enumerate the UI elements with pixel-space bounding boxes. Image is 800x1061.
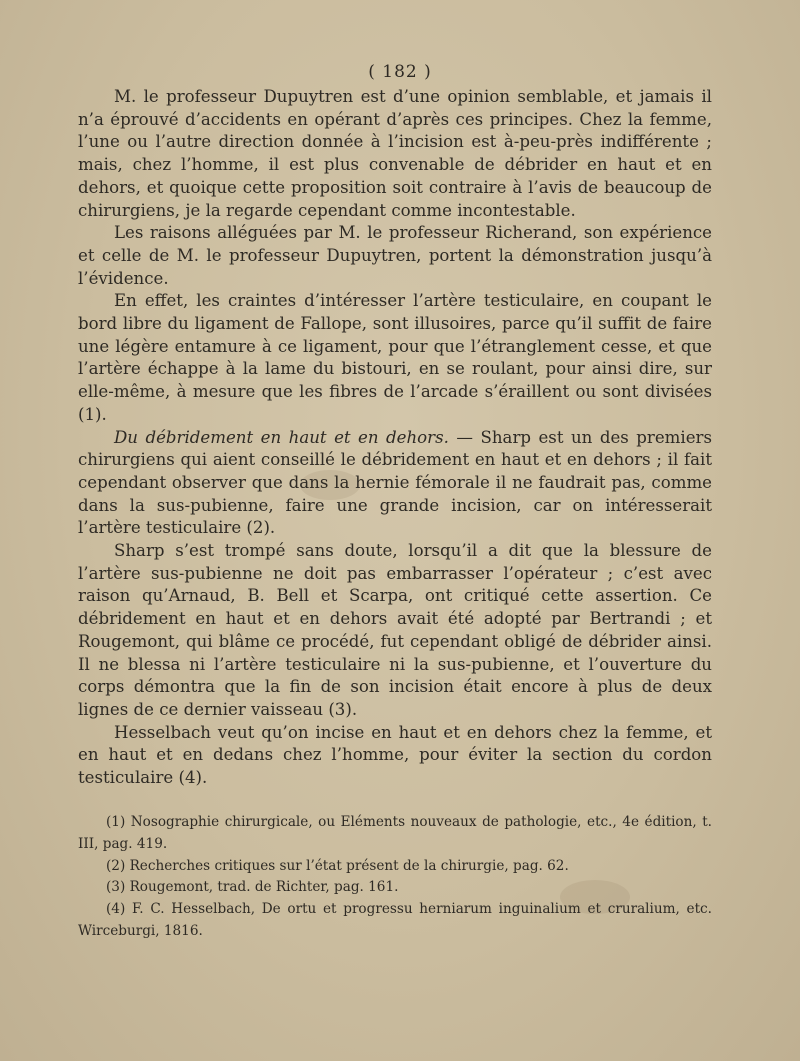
paragraph: En effet, les craintes d’intéresser l’artère testiculaire, en coupant le bord libre du ligament de Fallope, sont illusoires, parce qu’il suffit de faire une légère entamure à ce ligament, pour que l’étranglement cesse, et que l’artère échappe à la lame du bistouri, en se roulant, pour ainsi dire, sur elle-même, à mesure que les fibres de l’arcade s’éraillent ou sont divisées (1). (78, 291, 712, 424)
paragraph (78, 427, 712, 541)
footnote: (2) Recherches critiques sur l’état présent de la chirurgie, pag. 62. (106, 857, 569, 874)
footnote: (4) F. C. Hesselbach, De ortu et progressu herniarum inguinalium et cruralium, etc. Wirceburgi, 1816. (78, 901, 712, 939)
paragraph: Hesselbach veut qu’on incise en haut et en dehors chez la femme, et en haut et en dedans chez l’homme, pour éviter la section du cordon testiculaire (4). (78, 722, 712, 788)
page-number: ( 182 ) (368, 62, 432, 82)
footnotes (78, 812, 712, 943)
paragraph: Sharp s’est trompé sans doute, lorsqu’il a dit que la blessure de l’artère sus-pubienne ne doit pas embarrasser l’opérateur ; c’est avec raison qu’Arnaud, B. Bell et Scarpa, ont critiqué cette assertion. Ce débridement en haut et en dehors avait été adopté par Bertrandi ; et Rougemont, qui blâme ce procédé, fut cependant obligé de débrider ainsi. Il ne blessa ni l’artère testiculaire ni la sus-pubienne, et l’ouverture du corps démontra que la fin de son incision était encore à plus de deux lignes de ce dernier vaisseau (3). (78, 541, 712, 719)
footnote: (1) Nosographie chirurgicale, ou Eléments nouveaux de pathologie, etc., 4e édition, t. III, pag. 419. (78, 814, 712, 852)
paragraph: M. le professeur Dupuytren est d’une opinion semblable, et jamais il n’a éprouvé d’accidents en opérant d’après ces principes. Chez la femme, l’une ou l’autre direction donnée à l’incision est à-peu-près indifférente ; mais, chez l’homme, il est plus convenable de débrider en haut et en dehors, et quoique cette proposition soit contraire à l’avis de beaucoup de chirurgiens, je la regarde cependant comme incontestable. (78, 87, 712, 220)
main-text (78, 86, 712, 790)
footnote: (3) Rougemont, trad. de Richter, pag. 161. (106, 879, 399, 896)
paragraph-text: — Sharp est un des premiers chirurgiens qui aient conseillé le débridement en haut et en dehors ; il fait cependant observer que dans la hernie fémorale il ne faudrait pas, comme dans la sus-pubienne, faire une grande incision, car on intéresserait l’artère testiculaire (2). (78, 427, 712, 538)
paragraph: Les raisons alléguées par M. le professeur Richerand, son expérience et celle de M. le professeur Dupuytren, portent la démonstration jusqu’à l’évidence. (78, 223, 712, 288)
section-heading: Du débridement en haut et en dehors. (114, 427, 449, 447)
